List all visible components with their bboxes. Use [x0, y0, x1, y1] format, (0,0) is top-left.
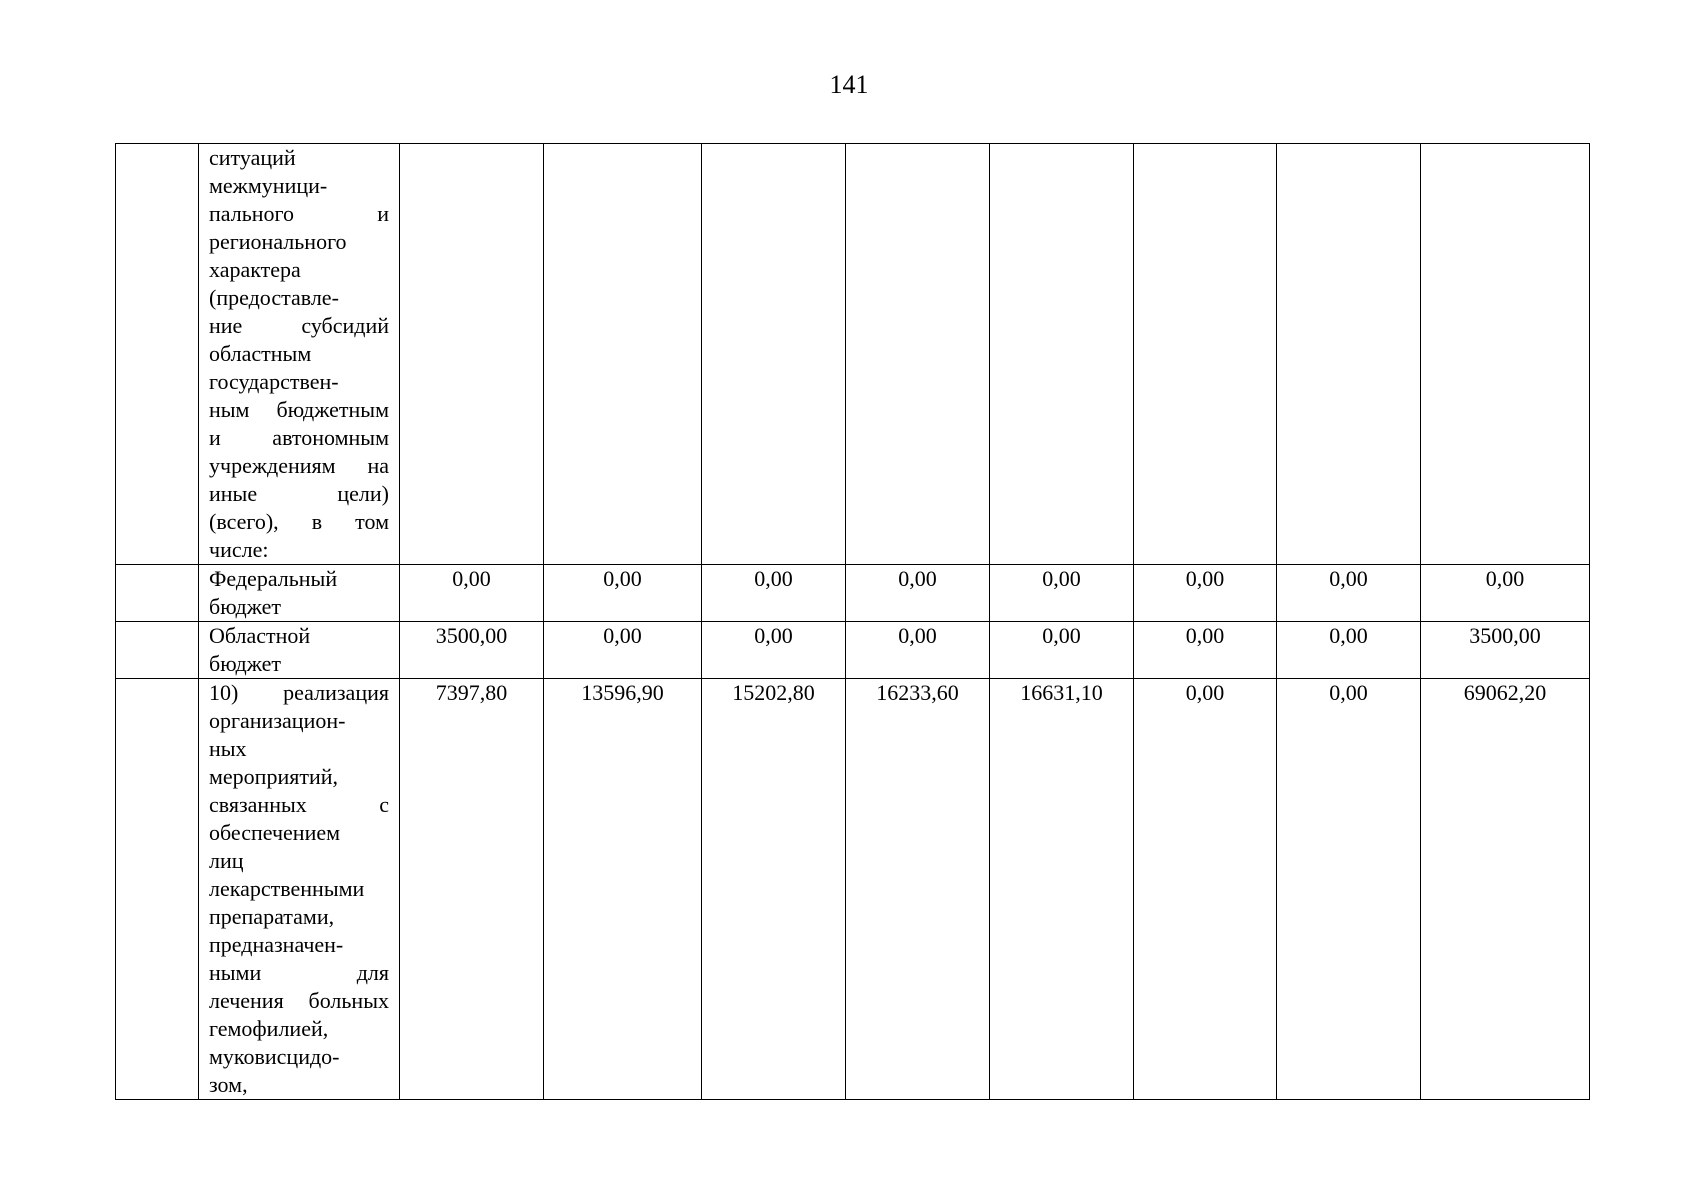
description-line: ным бюджетным: [209, 397, 389, 422]
value-cell: 0,00: [544, 565, 702, 622]
description-line: (всего), в том: [209, 509, 389, 534]
description-line: пального и: [209, 201, 389, 226]
description-line: ситуаций: [209, 145, 296, 170]
description-line: числе:: [209, 537, 269, 562]
description-line: межмуници-: [209, 173, 328, 198]
description-cell: [199, 144, 400, 565]
row-index-cell: [116, 144, 199, 565]
description-line: ние субсидий: [209, 313, 389, 338]
value-cell: 0,00: [544, 622, 702, 679]
description-line: предназначен-: [209, 932, 344, 957]
description-line: муковисцидо-: [209, 1044, 340, 1069]
value-cell: 0,00: [1134, 565, 1277, 622]
description-line: бюджет: [209, 651, 281, 676]
description-line: мероприятий,: [209, 764, 339, 789]
description-line: обеспечением: [209, 820, 341, 845]
value-cell: 16233,60: [846, 679, 990, 1100]
value-cell: 0,00: [1277, 565, 1421, 622]
description-line: препаратами,: [209, 904, 335, 929]
description-line: иные цели): [209, 481, 389, 506]
value-cell: 0,00: [990, 565, 1134, 622]
description-line: связанных с: [209, 792, 389, 817]
budget-table: [115, 143, 1590, 1100]
value-cell: 0,00: [702, 622, 846, 679]
table-row: [116, 144, 1590, 565]
value-cell: 0,00: [400, 565, 544, 622]
description-line: учреждениям на: [209, 453, 389, 478]
description-line: гемофилией,: [209, 1016, 329, 1041]
value-cell: 0,00: [1134, 679, 1277, 1100]
value-cell: 13596,90: [544, 679, 702, 1100]
description-line: организацион-: [209, 708, 346, 733]
description-line: лекарственными: [209, 876, 365, 901]
description-line: Областной: [209, 623, 311, 648]
description-line: областным: [209, 341, 312, 366]
value-cell: [1134, 144, 1277, 565]
table-row: [116, 565, 1590, 622]
value-cell: [400, 144, 544, 565]
description-line: лечения больных: [209, 988, 389, 1013]
value-cell: [1277, 144, 1421, 565]
value-cell: 69062,20: [1421, 679, 1590, 1100]
description-line: регионального: [209, 229, 347, 254]
description-line: зом,: [209, 1072, 248, 1097]
description-cell: [199, 679, 400, 1100]
value-cell: 0,00: [1277, 679, 1421, 1100]
description-line: характера: [209, 257, 301, 282]
description-cell: [199, 622, 400, 679]
value-cell: 0,00: [990, 622, 1134, 679]
value-cell: 3500,00: [1421, 622, 1590, 679]
description-line: и автономным: [209, 425, 389, 450]
row-index-cell: [116, 565, 199, 622]
value-cell: 0,00: [846, 622, 990, 679]
description-line: ных: [209, 736, 247, 761]
description-line: ными для: [209, 960, 389, 985]
value-cell: [544, 144, 702, 565]
value-cell: 0,00: [702, 565, 846, 622]
row-index-cell: [116, 679, 199, 1100]
description-line: лиц: [209, 848, 244, 873]
row-index-cell: [116, 622, 199, 679]
description-line: 10) реализация: [209, 680, 389, 705]
table-body: [116, 144, 1590, 1100]
description-line: Федеральный: [209, 566, 338, 591]
value-cell: 15202,80: [702, 679, 846, 1100]
value-cell: 0,00: [1277, 622, 1421, 679]
page-number: 141: [829, 70, 869, 99]
value-cell: [990, 144, 1134, 565]
value-cell: 16631,10: [990, 679, 1134, 1100]
value-cell: 7397,80: [400, 679, 544, 1100]
value-cell: [702, 144, 846, 565]
value-cell: 0,00: [1134, 622, 1277, 679]
description-line: бюджет: [209, 594, 281, 619]
description-cell: [199, 565, 400, 622]
value-cell: 0,00: [1421, 565, 1590, 622]
description-line: (предоставле-: [209, 285, 339, 310]
table-row: [116, 679, 1590, 1100]
table-row: [116, 622, 1590, 679]
value-cell: [1421, 144, 1590, 565]
value-cell: [846, 144, 990, 565]
description-line: государствен-: [209, 369, 339, 394]
value-cell: 3500,00: [400, 622, 544, 679]
value-cell: 0,00: [846, 565, 990, 622]
